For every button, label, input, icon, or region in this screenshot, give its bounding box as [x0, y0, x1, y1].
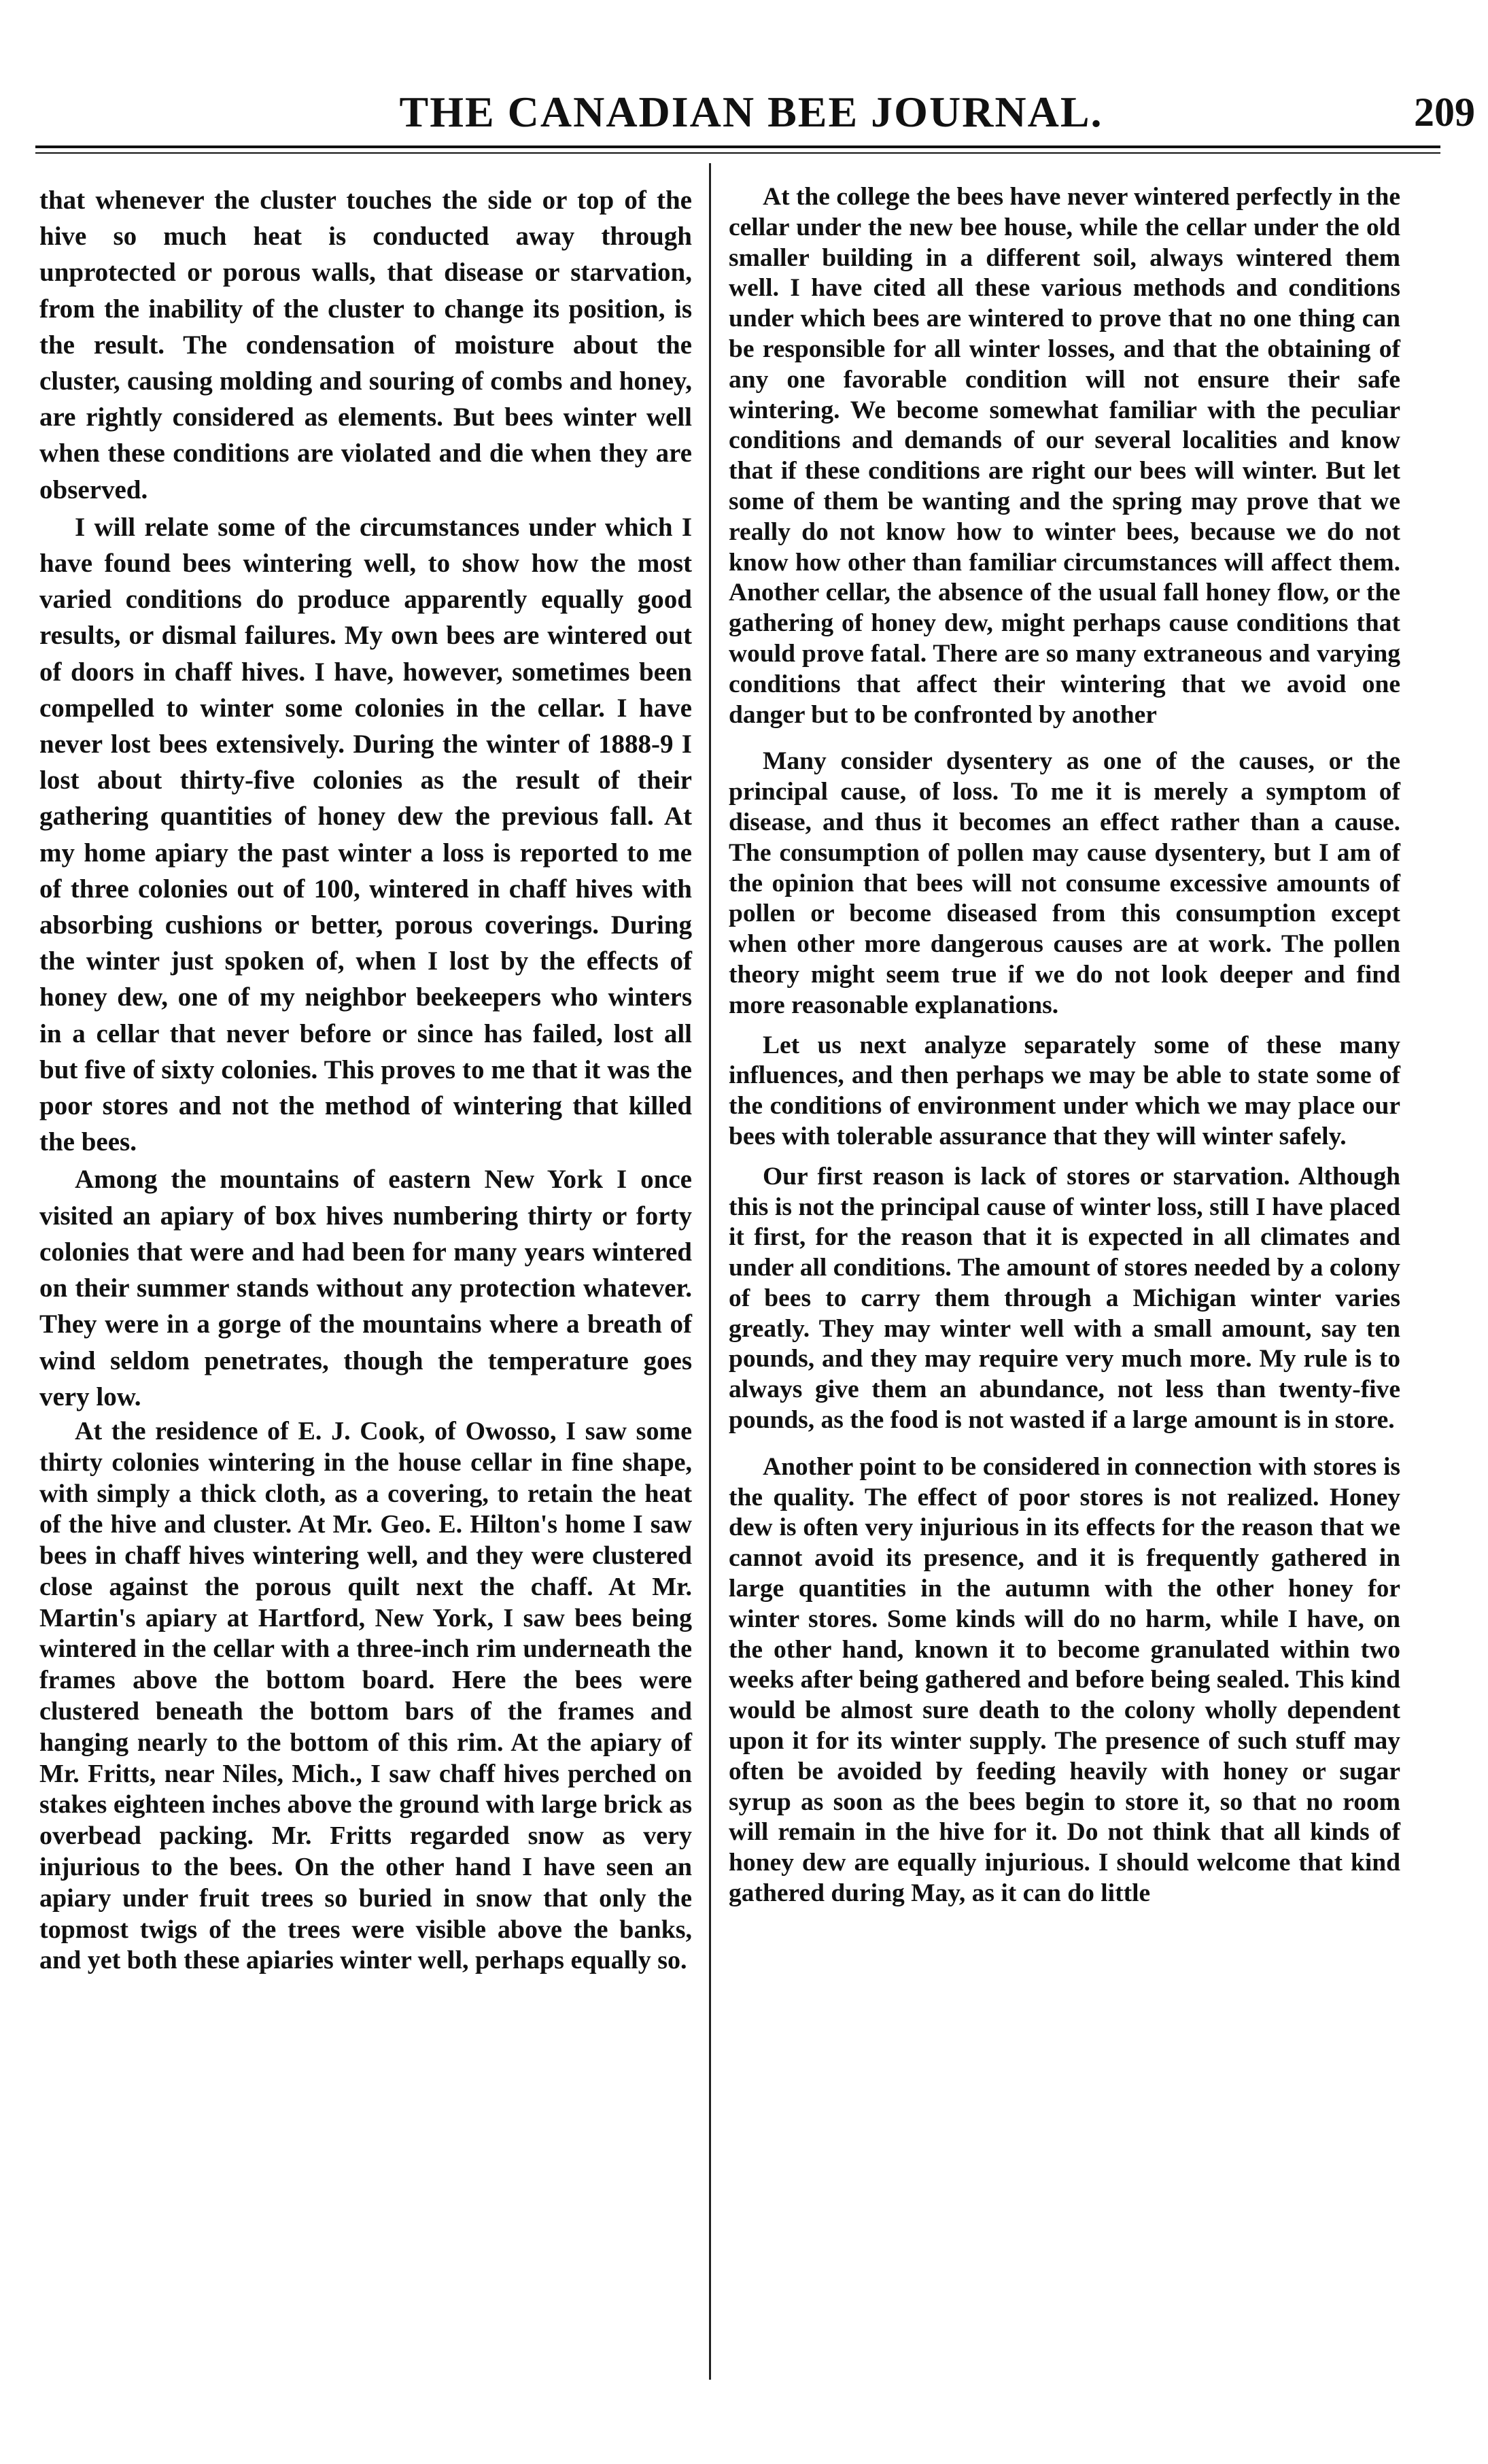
right-column	[729, 182, 1400, 1909]
left-column	[39, 182, 692, 1977]
paragraph: Let us next analyze separately some of these many influences, and then perhaps we may be able to state some of the conditions of environment under which we may place our bees with tolerable assurance that they will winter safely.	[729, 1031, 1400, 1150]
paragraph: I will relate some of the circumstances under which I have found bees wintering well, to show how the most varied conditions do produce apparently equally good results, or dismal failures. My own bees are wintered out of doors in chaff hives. I have, however, sometimes been compelled to winter some colonies in the cellar. I have never lost bees extensively. During the winter of 1888-9 I lost about thirty-five colonies as the result of their gathering quantities of honey dew the previous fall. At my home apiary the past winter a loss is reported to me of three colonies out of 100, wintered in chaff hives with absorbing cushions or better, porous coverings. During the winter just spoken of, when I lost by the effects of honey dew, one of my neighbor beekeepers who winters in a cellar that never before or since has failed, lost all but five of sixty colonies. This proves to me that it was the poor stores and not the method of wintering that killed the bees.	[39, 512, 692, 1157]
paragraph: Our first reason is lack of stores or starvation. Although this is not the principal cause of winter loss, still I have placed it first, for the reason that it is expected in all climates and under all conditions. The amount of stores needed by a colony of bees to carry them through a Michigan winter varies greatly. They may winter well with a small amount, say ten pounds, and they may require very much more. My rule is to always give them an abundance, not less than twenty-five pounds, as the food is not wasted if a large amount is in store.	[729, 1162, 1400, 1435]
header-rule-thin	[35, 152, 1440, 154]
paragraph: At the residence of E. J. Cook, of Owosso, I saw some thirty colonies wintering in the house cellar in fine shape, with simply a thick cloth, as a covering, to retain the heat of the hive and cluster. At Mr. Geo. E. Hilton's home I saw bees in chaff hives wintering well, and they were clustered close against the porous quilt next the chaff. At Mr. Martin's apiary at Hartford, New York, I saw bees being wintered in the cellar with a three-inch rim underneath the frames above the bottom board. Here the bees were clustered beneath the bottom bars of the frames and hanging nearly to the bottom of this rim. At the apiary of Mr. Fritts, near Niles, Mich., I saw chaff hives perched on stakes eighteen inches above the ground with large brick as overbead packing. Mr. Fritts regarded snow as very injurious to the bees. On the other hand I have seen an apiary under fruit trees so buried in snow that only the topmost twigs of the trees were visible above the banks, and yet both these apiaries winter well, perhaps equally so.	[39, 1416, 692, 1975]
paragraph: At the college the bees have never wintered perfectly in the cellar under the new bee house, while the cellar under the old smaller building in a different soil, always wintered them well. I have cited all these various methods and conditions under which bees are wintered to prove that no one thing can be responsible for all winter losses, and that the obtaining of any one favorable condition will not ensure their safe wintering. We become somewhat familiar with the peculiar conditions and demands of our several localities and know that if these conditions are right our bees will winter. But let some of them be wanting and the spring may prove that we really do not know how to winter bees, because we do not know how other than familiar circumstances will affect them. Another cellar, the absence of the usual fall honey flow, or the gathering of honey dew, might perhaps cause conditions that would prove fatal. There are so many extraneous and varying conditions that affect their wintering that we avoid one danger but to be confronted by another	[729, 183, 1400, 729]
paragraph: Another point to be considered in connection with stores is the quality. The effect of poor stores is not realized. Honey dew is often very injurious in its effects for the reason that we cannot avoid its presence, and it is frequently gathered in large quantities in the autumn with the other honey for winter stores. Some kinds will do no harm, while I have, on the other hand, known it to become granulated within two weeks after being gathered and before being sealed. This kind would be almost sure death to the colony wholly dependent upon it for its winter supply. The presence of such stuff may often be avoided by feeding heavily with honey or sugar syrup as soon as the bees begin to store it, so that no room will remain in the hive for it. Do not think that all kinds of honey dew are equally injurious. I should welcome that kind gathered during May, as it can do little	[729, 1452, 1400, 1908]
paragraph: that whenever the cluster touches the side or top of the hive so much heat is conducted away through unprotected or porous walls, that disease or starvation, from the inability of the cluster to change its position, is the result. The condensation of moisture about the cluster, causing molding and souring of combs and honey, are rightly considered as elements. But bees winter well when these conditions are violated and die when they are observed.	[39, 186, 692, 504]
journal-title: THE CANADIAN BEE JOURNAL.	[399, 88, 1103, 136]
header-rule	[35, 146, 1440, 148]
page-header	[27, 82, 1475, 150]
paragraph: Among the mountains of eastern New York I once visited an apiary of box hives numbering thirty or forty colonies that were and had been for many years wintered on their summer stands without any protection whatever. They were in a gorge of the mountains where a breath of wind seldom penetrates, though the temperature goes very low.	[39, 1165, 692, 1411]
column-divider	[709, 163, 711, 2380]
page-number: 209	[1414, 90, 1475, 135]
paragraph: Many consider dysentery as one of the causes, or the principal cause, of loss. To me it is merely a symptom of disease, and thus it becomes an effect rather than a cause. The consumption of pollen may cause dysentery, but I am of the opinion that bees will not consume excessive amounts of pollen or become diseased from this consumption except when other more dangerous causes are at work. The pollen theory might seem true if we do not look deeper and find more reasonable explanations.	[729, 747, 1400, 1019]
